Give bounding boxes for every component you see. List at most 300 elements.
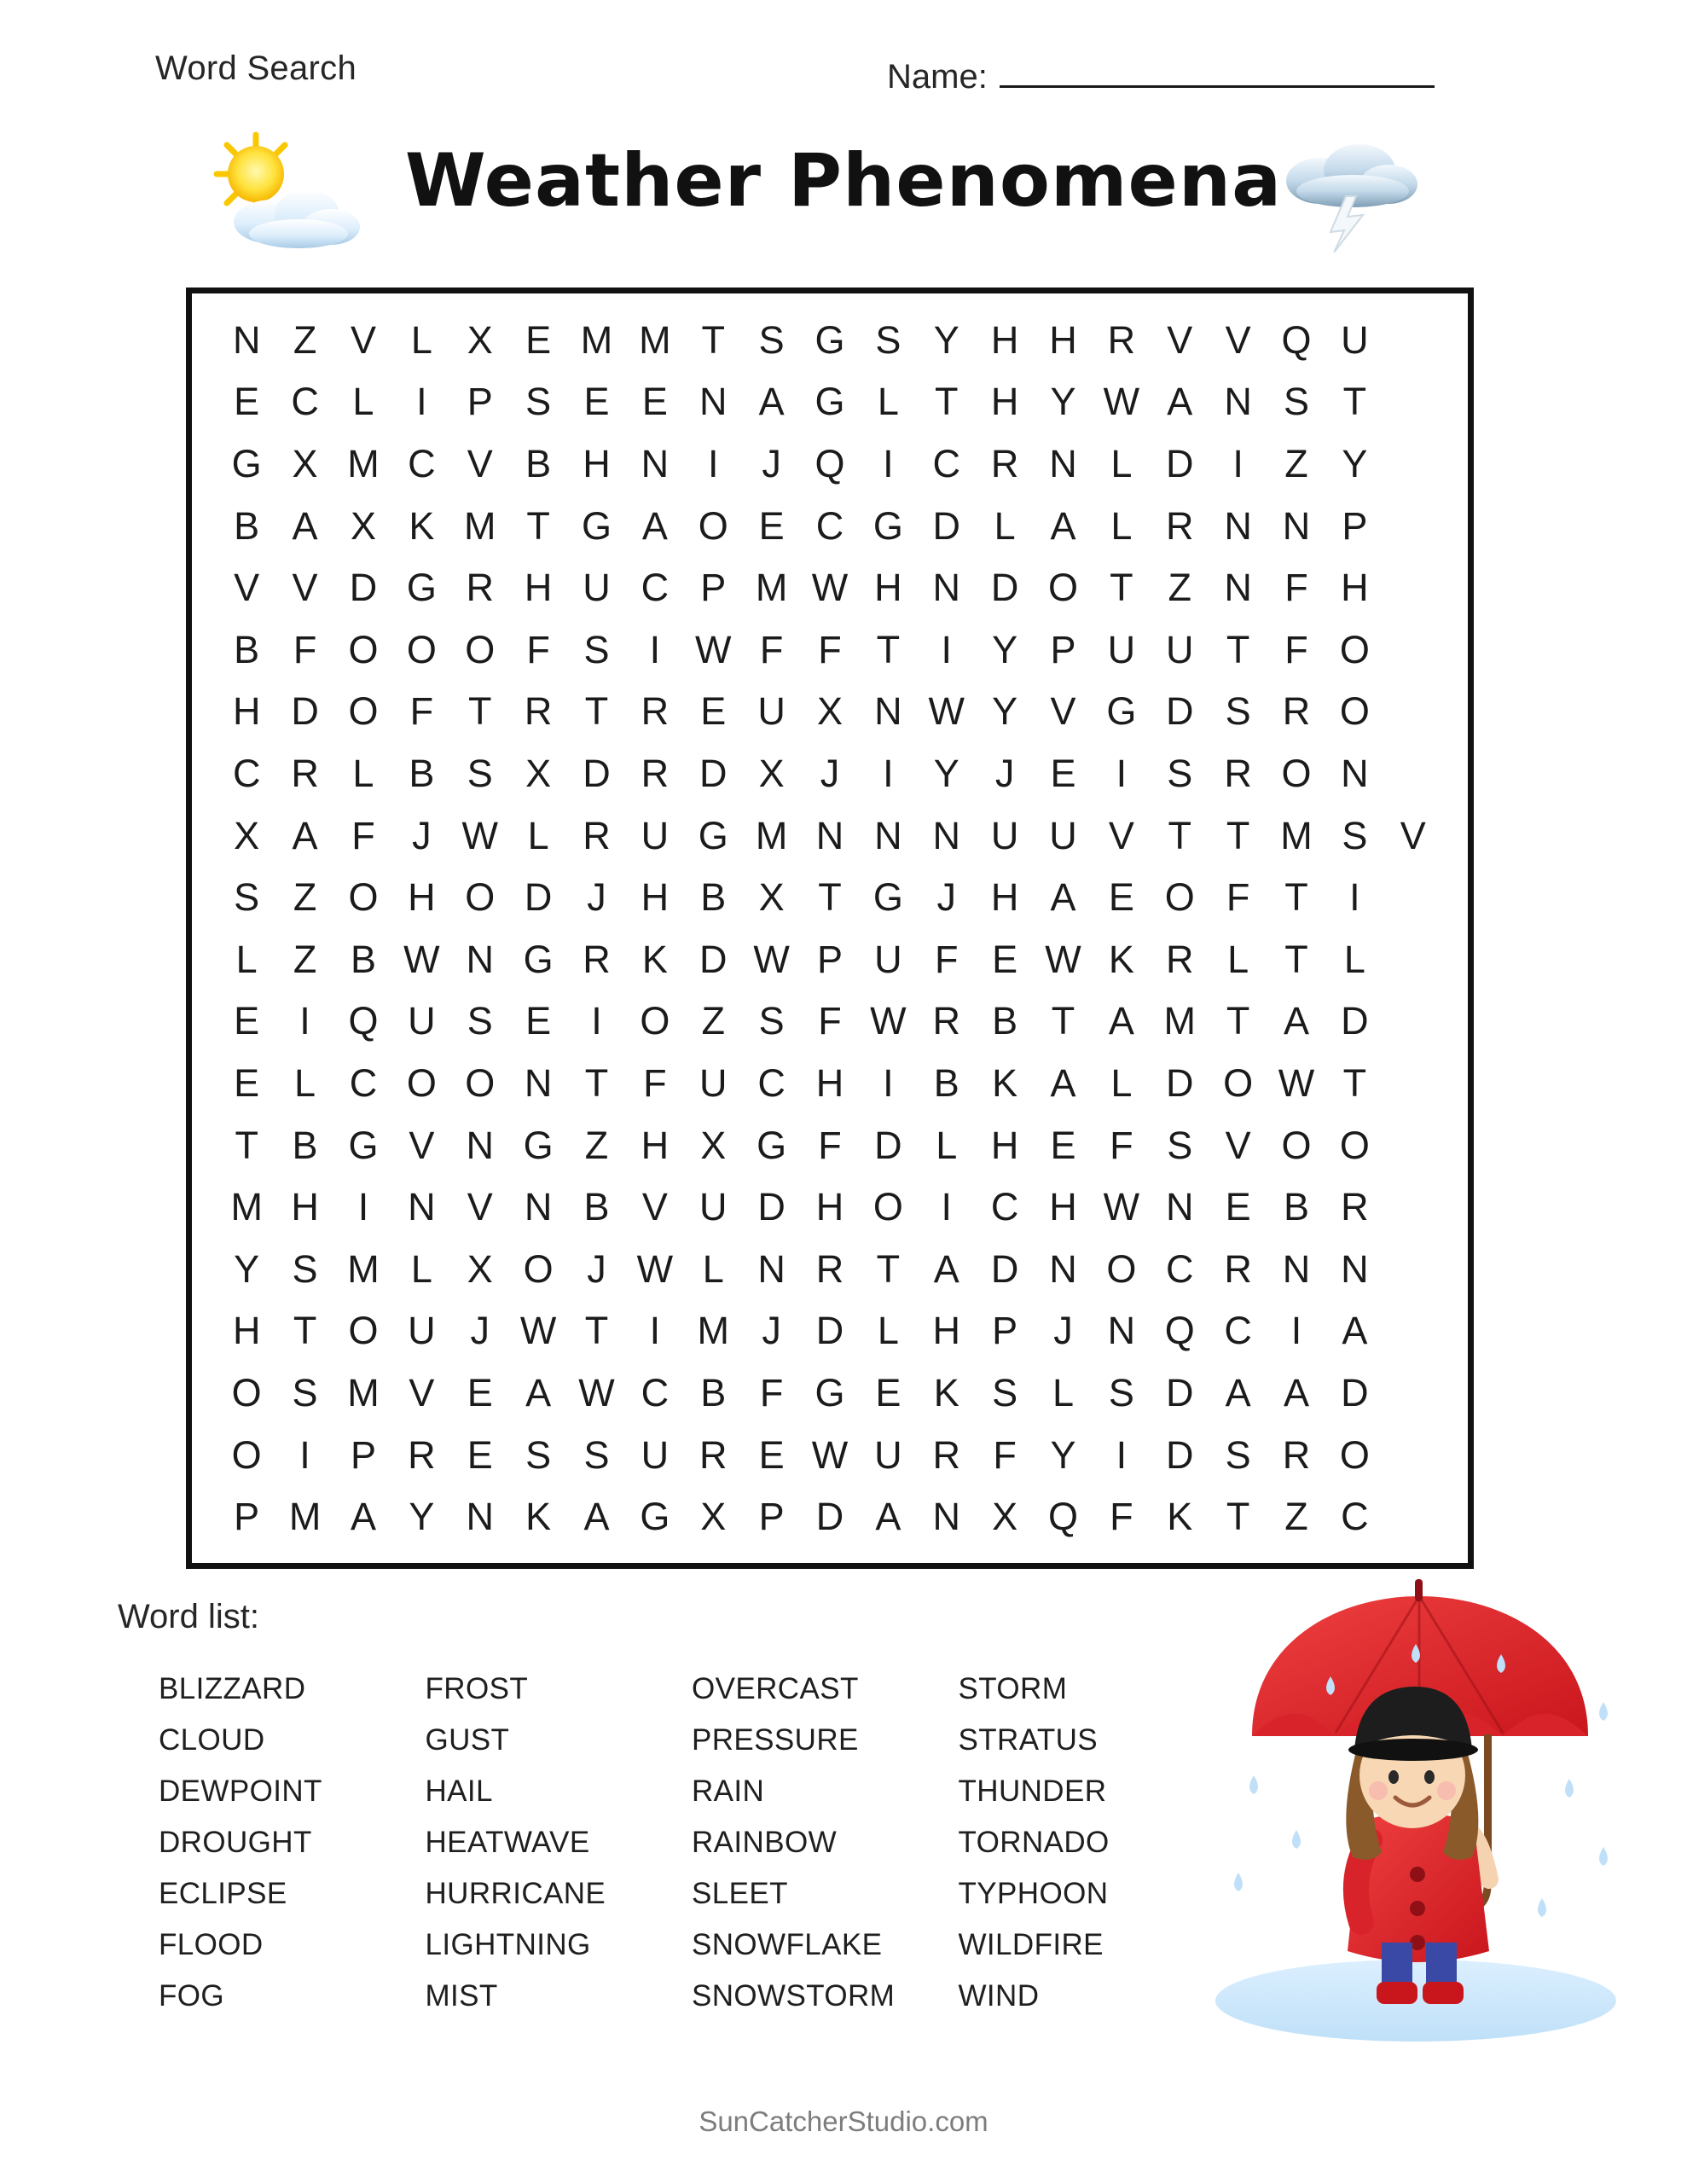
grid-cell[interactable]: R (408, 1432, 436, 1477)
wordlist-item[interactable]: HEATWAVE (425, 1826, 590, 1859)
grid-cell[interactable]: F (935, 937, 959, 981)
grid-cell[interactable]: D (932, 503, 960, 548)
grid-cell[interactable]: O (1339, 1123, 1370, 1167)
grid-cell[interactable]: L (352, 751, 374, 795)
grid-cell[interactable]: H (874, 566, 902, 610)
grid-cell[interactable]: F (1110, 1495, 1133, 1539)
grid-cell[interactable]: N (874, 689, 902, 734)
grid-cell[interactable]: Q (348, 999, 379, 1043)
grid-cell[interactable]: K (992, 1060, 1018, 1105)
grid-cell[interactable]: T (1226, 813, 1250, 857)
grid-cell[interactable]: N (232, 317, 261, 362)
grid-cell[interactable]: S (992, 1370, 1018, 1414)
grid-cell[interactable]: G (231, 441, 262, 485)
grid-cell[interactable]: V (350, 317, 376, 362)
grid-cell[interactable]: R (699, 1432, 728, 1477)
grid-cell[interactable]: A (933, 1246, 959, 1291)
grid-cell[interactable]: A (641, 503, 668, 548)
grid-cell[interactable]: U (641, 813, 670, 857)
grid-cell[interactable]: T (1110, 566, 1133, 610)
grid-cell[interactable]: C (232, 751, 261, 795)
grid-cell[interactable]: M (1280, 813, 1313, 857)
grid-cell[interactable]: I (649, 1309, 661, 1353)
grid-cell[interactable]: N (757, 1246, 786, 1291)
wordlist-item[interactable]: FOG (159, 1979, 225, 2013)
grid-cell[interactable]: N (1224, 566, 1252, 610)
grid-cell[interactable]: D (990, 1246, 1019, 1291)
grid-cell[interactable]: M (755, 566, 788, 610)
grid-cell[interactable]: M (288, 1495, 322, 1539)
grid-cell[interactable]: O (698, 503, 728, 548)
grid-cell[interactable]: G (523, 1123, 554, 1167)
grid-cell[interactable]: C (291, 380, 319, 424)
grid-cell[interactable]: C (349, 1060, 378, 1105)
grid-cell[interactable]: I (941, 627, 952, 671)
grid-cell[interactable]: Y (234, 1246, 260, 1291)
grid-cell[interactable]: O (465, 1060, 496, 1105)
grid-cell[interactable]: N (524, 1060, 553, 1105)
grid-cell[interactable]: E (525, 999, 552, 1043)
grid-cell[interactable]: V (1400, 813, 1426, 857)
grid-cell[interactable]: M (230, 1185, 263, 1229)
grid-cell[interactable]: W (1103, 1185, 1140, 1229)
grid-cell[interactable]: J (1053, 1309, 1073, 1353)
grid-cell[interactable]: X (992, 1495, 1018, 1539)
grid-cell[interactable]: W (403, 937, 440, 981)
grid-cell[interactable]: H (291, 1185, 319, 1229)
grid-cell[interactable]: C (1224, 1309, 1252, 1353)
grid-cell[interactable]: J (587, 875, 606, 920)
grid-cell[interactable]: E (700, 689, 727, 734)
wordlist-item[interactable]: WILDFIRE (958, 1928, 1104, 1961)
grid-cell[interactable]: I (299, 1432, 310, 1477)
grid-cell[interactable]: G (523, 937, 554, 981)
word-search-grid[interactable] (217, 309, 1442, 1548)
grid-cell[interactable]: Y (933, 751, 959, 795)
grid-cell[interactable]: X (700, 1495, 727, 1539)
grid-cell[interactable]: Y (1050, 1432, 1076, 1477)
grid-cell[interactable]: R (524, 689, 553, 734)
grid-cell[interactable]: Z (293, 875, 317, 920)
grid-cell[interactable]: D (699, 751, 728, 795)
wordlist-item[interactable]: FROST (425, 1672, 529, 1705)
grid-cell[interactable]: Z (293, 937, 317, 981)
grid-cell[interactable]: X (525, 751, 552, 795)
grid-cell[interactable]: F (1110, 1123, 1133, 1167)
grid-cell[interactable]: H (408, 875, 436, 920)
name-input-line[interactable] (1000, 49, 1435, 88)
grid-cell[interactable]: O (1281, 1123, 1312, 1167)
grid-cell[interactable]: S (1108, 1370, 1134, 1414)
grid-cell[interactable]: P (816, 937, 843, 981)
grid-cell[interactable]: I (1349, 875, 1360, 920)
grid-cell[interactable]: I (1116, 751, 1128, 795)
grid-cell[interactable]: P (758, 1495, 785, 1539)
grid-cell[interactable]: D (1166, 689, 1194, 734)
grid-cell[interactable]: U (757, 689, 786, 734)
grid-cell[interactable]: X (467, 1246, 493, 1291)
grid-cell[interactable]: A (1167, 380, 1193, 424)
grid-cell[interactable]: Y (992, 689, 1018, 734)
grid-cell[interactable]: Z (293, 317, 317, 362)
grid-cell[interactable]: Z (1168, 566, 1192, 610)
grid-cell[interactable]: J (994, 751, 1015, 795)
grid-cell[interactable]: L (410, 317, 432, 362)
wordlist-item[interactable]: HAIL (425, 1774, 493, 1808)
grid-cell[interactable]: R (291, 751, 319, 795)
grid-cell[interactable]: F (818, 627, 842, 671)
grid-cell[interactable]: B (933, 1060, 959, 1105)
grid-cell[interactable]: U (699, 1185, 728, 1229)
grid-cell[interactable]: G (815, 380, 845, 424)
grid-cell[interactable]: N (1107, 1309, 1136, 1353)
grid-cell[interactable]: X (758, 875, 785, 920)
grid-cell[interactable]: L (1227, 937, 1249, 981)
grid-cell[interactable]: B (234, 627, 260, 671)
grid-cell[interactable]: J (587, 1246, 606, 1291)
grid-cell[interactable]: Z (1284, 1495, 1308, 1539)
grid-cell[interactable]: T (818, 875, 842, 920)
grid-cell[interactable]: F (526, 627, 550, 671)
grid-cell[interactable]: A (292, 813, 318, 857)
grid-cell[interactable]: C (932, 441, 960, 485)
grid-cell[interactable]: S (583, 627, 610, 671)
grid-cell[interactable]: J (470, 1309, 490, 1353)
grid-cell[interactable]: U (1107, 627, 1136, 671)
wordlist-item[interactable]: ECLIPSE (159, 1877, 287, 1910)
grid-cell[interactable]: H (1049, 1185, 1077, 1229)
grid-cell[interactable]: L (877, 380, 899, 424)
grid-cell[interactable]: I (416, 380, 427, 424)
grid-cell[interactable]: L (877, 1309, 899, 1353)
grid-cell[interactable]: H (1341, 566, 1369, 610)
grid-cell[interactable]: N (932, 813, 960, 857)
grid-cell[interactable]: L (294, 1060, 316, 1105)
grid-cell[interactable]: C (815, 503, 844, 548)
grid-cell[interactable]: S (467, 751, 493, 795)
grid-cell[interactable]: N (1049, 1246, 1077, 1291)
grid-cell[interactable]: V (409, 1123, 435, 1167)
grid-cell[interactable]: S (292, 1370, 318, 1414)
grid-cell[interactable]: N (408, 1185, 436, 1229)
grid-cell[interactable]: R (932, 999, 960, 1043)
grid-cell[interactable]: G (872, 875, 903, 920)
grid-cell[interactable]: T (1226, 999, 1250, 1043)
grid-cell[interactable]: D (990, 566, 1019, 610)
grid-cell[interactable]: B (525, 441, 552, 485)
wordlist-item[interactable]: MIST (425, 1979, 498, 2013)
wordlist-item[interactable]: RAIN (692, 1774, 765, 1808)
grid-cell[interactable]: U (874, 937, 902, 981)
grid-cell[interactable]: H (641, 1123, 670, 1167)
grid-cell[interactable]: O (1339, 689, 1370, 734)
grid-cell[interactable]: T (584, 1060, 609, 1105)
grid-cell[interactable]: R (990, 441, 1019, 485)
grid-cell[interactable]: J (762, 441, 781, 485)
grid-cell[interactable]: O (640, 999, 670, 1043)
grid-cell[interactable]: O (465, 875, 496, 920)
grid-cell[interactable]: Q (1281, 317, 1312, 362)
grid-cell[interactable]: F (409, 689, 434, 734)
wordlist-item[interactable]: CLOUD (159, 1723, 265, 1757)
grid-cell[interactable]: B (1284, 1185, 1310, 1229)
grid-cell[interactable]: U (699, 1060, 728, 1105)
wordlist-item[interactable]: PRESSURE (692, 1723, 859, 1757)
grid-cell[interactable]: A (350, 1495, 376, 1539)
grid-cell[interactable]: J (412, 813, 432, 857)
grid-cell[interactable]: C (1166, 1246, 1194, 1291)
grid-cell[interactable]: D (1166, 1432, 1194, 1477)
grid-cell[interactable]: Y (1050, 380, 1076, 424)
grid-cell[interactable]: P (350, 1432, 376, 1477)
grid-cell[interactable]: L (1052, 1370, 1075, 1414)
grid-cell[interactable]: S (234, 875, 260, 920)
grid-cell[interactable]: O (406, 627, 437, 671)
grid-cell[interactable]: E (1050, 751, 1076, 795)
grid-cell[interactable]: E (992, 937, 1018, 981)
grid-cell[interactable]: U (583, 566, 611, 610)
grid-cell[interactable]: P (234, 1495, 260, 1539)
grid-cell[interactable]: R (583, 937, 611, 981)
wordlist-item[interactable]: GUST (425, 1723, 510, 1757)
grid-cell[interactable]: Z (584, 1123, 609, 1167)
grid-cell[interactable]: I (1116, 1432, 1128, 1477)
grid-cell[interactable]: U (1166, 627, 1194, 671)
grid-cell[interactable]: S (758, 317, 785, 362)
grid-cell[interactable]: N (932, 566, 960, 610)
grid-cell[interactable]: I (883, 751, 894, 795)
grid-cell[interactable]: A (292, 503, 318, 548)
grid-cell[interactable]: C (408, 441, 436, 485)
grid-cell[interactable]: G (815, 317, 845, 362)
grid-cell[interactable]: H (641, 875, 670, 920)
grid-cell[interactable]: B (700, 875, 727, 920)
grid-cell[interactable]: O (1048, 566, 1079, 610)
grid-cell[interactable]: O (523, 1246, 554, 1291)
wordlist-item[interactable]: LIGHTNING (425, 1928, 591, 1961)
grid-cell[interactable]: F (1284, 566, 1308, 610)
grid-cell[interactable]: I (299, 999, 310, 1043)
grid-cell[interactable]: O (1223, 1060, 1254, 1105)
grid-cell[interactable]: Y (1342, 441, 1368, 485)
grid-cell[interactable]: N (1282, 503, 1311, 548)
grid-cell[interactable]: R (932, 1432, 960, 1477)
grid-cell[interactable]: T (584, 689, 609, 734)
grid-cell[interactable]: S (1225, 1432, 1251, 1477)
grid-cell[interactable]: S (525, 380, 552, 424)
grid-cell[interactable]: A (1050, 875, 1076, 920)
grid-cell[interactable]: L (994, 503, 1016, 548)
grid-cell[interactable]: T (1284, 875, 1308, 920)
grid-cell[interactable]: C (641, 566, 670, 610)
grid-cell[interactable]: Y (992, 627, 1018, 671)
grid-cell[interactable]: N (1166, 1185, 1194, 1229)
grid-cell[interactable]: V (292, 566, 318, 610)
grid-cell[interactable]: W (1103, 380, 1140, 424)
grid-cell[interactable]: W (811, 566, 849, 610)
grid-cell[interactable]: T (1342, 380, 1367, 424)
grid-cell[interactable]: T (293, 1309, 317, 1353)
grid-cell[interactable]: E (467, 1432, 493, 1477)
grid-cell[interactable]: R (1224, 1246, 1252, 1291)
grid-cell[interactable]: T (701, 317, 725, 362)
grid-cell[interactable]: F (818, 999, 842, 1043)
grid-cell[interactable]: G (581, 503, 612, 548)
grid-cell[interactable]: U (874, 1432, 902, 1477)
grid-cell[interactable]: G (872, 503, 903, 548)
grid-cell[interactable]: W (1278, 1060, 1315, 1105)
grid-cell[interactable]: O (231, 1370, 262, 1414)
grid-cell[interactable]: W (753, 937, 790, 981)
grid-cell[interactable]: F (818, 1123, 842, 1167)
grid-cell[interactable]: V (1225, 1123, 1251, 1167)
grid-cell[interactable]: R (1224, 751, 1252, 795)
grid-cell[interactable]: G (348, 1123, 379, 1167)
grid-cell[interactable]: N (932, 1495, 960, 1539)
grid-cell[interactable]: A (1284, 1370, 1310, 1414)
grid-cell[interactable]: N (1341, 1246, 1369, 1291)
grid-cell[interactable]: F (759, 627, 784, 671)
grid-cell[interactable]: R (1341, 1185, 1369, 1229)
grid-cell[interactable]: F (759, 1370, 784, 1414)
grid-cell[interactable]: V (234, 566, 260, 610)
grid-cell[interactable]: W (1045, 937, 1081, 981)
grid-cell[interactable]: K (1108, 937, 1134, 981)
grid-cell[interactable]: L (702, 1246, 724, 1291)
grid-cell[interactable]: R (1166, 937, 1194, 981)
grid-cell[interactable]: L (936, 1123, 958, 1167)
grid-cell[interactable]: T (584, 1309, 609, 1353)
grid-cell[interactable]: X (816, 689, 843, 734)
grid-cell[interactable]: K (525, 1495, 552, 1539)
grid-cell[interactable]: A (1225, 1370, 1251, 1414)
grid-cell[interactable]: I (883, 441, 894, 485)
grid-cell[interactable]: T (935, 380, 959, 424)
wordlist-item[interactable]: STRATUS (958, 1723, 1099, 1757)
grid-cell[interactable]: O (1339, 627, 1370, 671)
grid-cell[interactable]: Z (701, 999, 725, 1043)
grid-cell[interactable]: N (466, 1495, 494, 1539)
grid-cell[interactable]: O (465, 627, 496, 671)
grid-cell[interactable]: B (409, 751, 435, 795)
grid-cell[interactable]: H (990, 875, 1019, 920)
grid-cell[interactable]: H (990, 1123, 1019, 1167)
grid-cell[interactable]: O (348, 1309, 379, 1353)
grid-cell[interactable]: K (933, 1370, 959, 1414)
grid-cell[interactable]: U (1049, 813, 1077, 857)
wordlist-item[interactable]: TORNADO (958, 1826, 1110, 1859)
grid-cell[interactable]: T (876, 1246, 901, 1291)
grid-cell[interactable]: Q (1048, 1495, 1079, 1539)
grid-cell[interactable]: O (406, 1060, 437, 1105)
wordlist-item[interactable]: SNOWFLAKE (692, 1928, 883, 1961)
grid-cell[interactable]: P (467, 380, 493, 424)
grid-cell[interactable]: G (406, 566, 437, 610)
grid-cell[interactable]: V (641, 1185, 668, 1229)
grid-cell[interactable]: C (641, 1370, 670, 1414)
grid-cell[interactable]: J (762, 1309, 781, 1353)
grid-cell[interactable]: R (815, 1246, 844, 1291)
grid-cell[interactable]: M (697, 1309, 729, 1353)
grid-cell[interactable]: D (291, 689, 319, 734)
grid-cell[interactable]: E (583, 380, 610, 424)
grid-cell[interactable]: H (232, 689, 261, 734)
grid-cell[interactable]: I (649, 627, 661, 671)
grid-cell[interactable]: E (758, 1432, 785, 1477)
grid-cell[interactable]: A (875, 1495, 901, 1539)
grid-cell[interactable]: D (1166, 441, 1194, 485)
grid-cell[interactable]: E (234, 380, 260, 424)
grid-cell[interactable]: X (292, 441, 318, 485)
grid-cell[interactable]: I (941, 1185, 952, 1229)
grid-cell[interactable]: T (1168, 813, 1192, 857)
grid-cell[interactable]: U (408, 1309, 436, 1353)
grid-cell[interactable]: W (870, 999, 907, 1043)
grid-cell[interactable]: L (352, 380, 374, 424)
grid-cell[interactable]: Z (1284, 441, 1308, 485)
grid-cell[interactable]: R (1166, 503, 1194, 548)
grid-cell[interactable]: D (1166, 1370, 1194, 1414)
grid-cell[interactable]: X (700, 1123, 727, 1167)
grid-cell[interactable]: W (519, 1309, 557, 1353)
grid-cell[interactable]: O (348, 689, 379, 734)
grid-cell[interactable]: D (583, 751, 611, 795)
grid-cell[interactable]: O (872, 1185, 903, 1229)
grid-cell[interactable]: D (524, 875, 553, 920)
grid-cell[interactable]: G (1106, 689, 1137, 734)
grid-cell[interactable]: V (1050, 689, 1076, 734)
grid-cell[interactable]: B (292, 1123, 318, 1167)
grid-cell[interactable]: S (1167, 751, 1193, 795)
grid-cell[interactable]: E (641, 380, 668, 424)
grid-cell[interactable]: T (1284, 937, 1308, 981)
grid-cell[interactable]: T (1226, 627, 1250, 671)
grid-cell[interactable]: N (874, 813, 902, 857)
grid-cell[interactable]: A (1050, 503, 1076, 548)
grid-cell[interactable]: O (1164, 875, 1195, 920)
wordlist-item[interactable]: SLEET (692, 1877, 788, 1910)
grid-cell[interactable]: K (409, 503, 435, 548)
grid-cell[interactable]: B (992, 999, 1018, 1043)
grid-cell[interactable]: U (641, 1432, 670, 1477)
grid-cell[interactable]: F (993, 1432, 1017, 1477)
grid-cell[interactable]: O (231, 1432, 262, 1477)
grid-cell[interactable]: F (351, 813, 375, 857)
grid-cell[interactable]: C (990, 1185, 1019, 1229)
grid-cell[interactable]: I (1290, 1309, 1302, 1353)
grid-cell[interactable]: W (578, 1370, 615, 1414)
grid-cell[interactable]: X (467, 317, 493, 362)
wordlist-item[interactable]: HURRICANE (425, 1877, 606, 1910)
grid-cell[interactable]: M (1163, 999, 1197, 1043)
grid-cell[interactable]: E (1108, 875, 1134, 920)
grid-cell[interactable]: C (1341, 1495, 1369, 1539)
grid-cell[interactable]: L (1110, 503, 1133, 548)
grid-cell[interactable]: A (758, 380, 785, 424)
grid-cell[interactable]: M (347, 1246, 380, 1291)
grid-cell[interactable]: I (883, 1060, 894, 1105)
grid-cell[interactable]: R (583, 813, 611, 857)
grid-cell[interactable]: S (875, 317, 901, 362)
grid-cell[interactable]: N (1341, 751, 1369, 795)
grid-cell[interactable]: G (640, 1495, 670, 1539)
grid-cell[interactable]: B (350, 937, 376, 981)
grid-cell[interactable]: K (1167, 1495, 1193, 1539)
grid-cell[interactable]: L (1110, 1060, 1133, 1105)
wordlist-item[interactable]: FLOOD (159, 1928, 264, 1961)
grid-cell[interactable]: V (467, 1185, 493, 1229)
grid-cell[interactable]: T (235, 1123, 258, 1167)
